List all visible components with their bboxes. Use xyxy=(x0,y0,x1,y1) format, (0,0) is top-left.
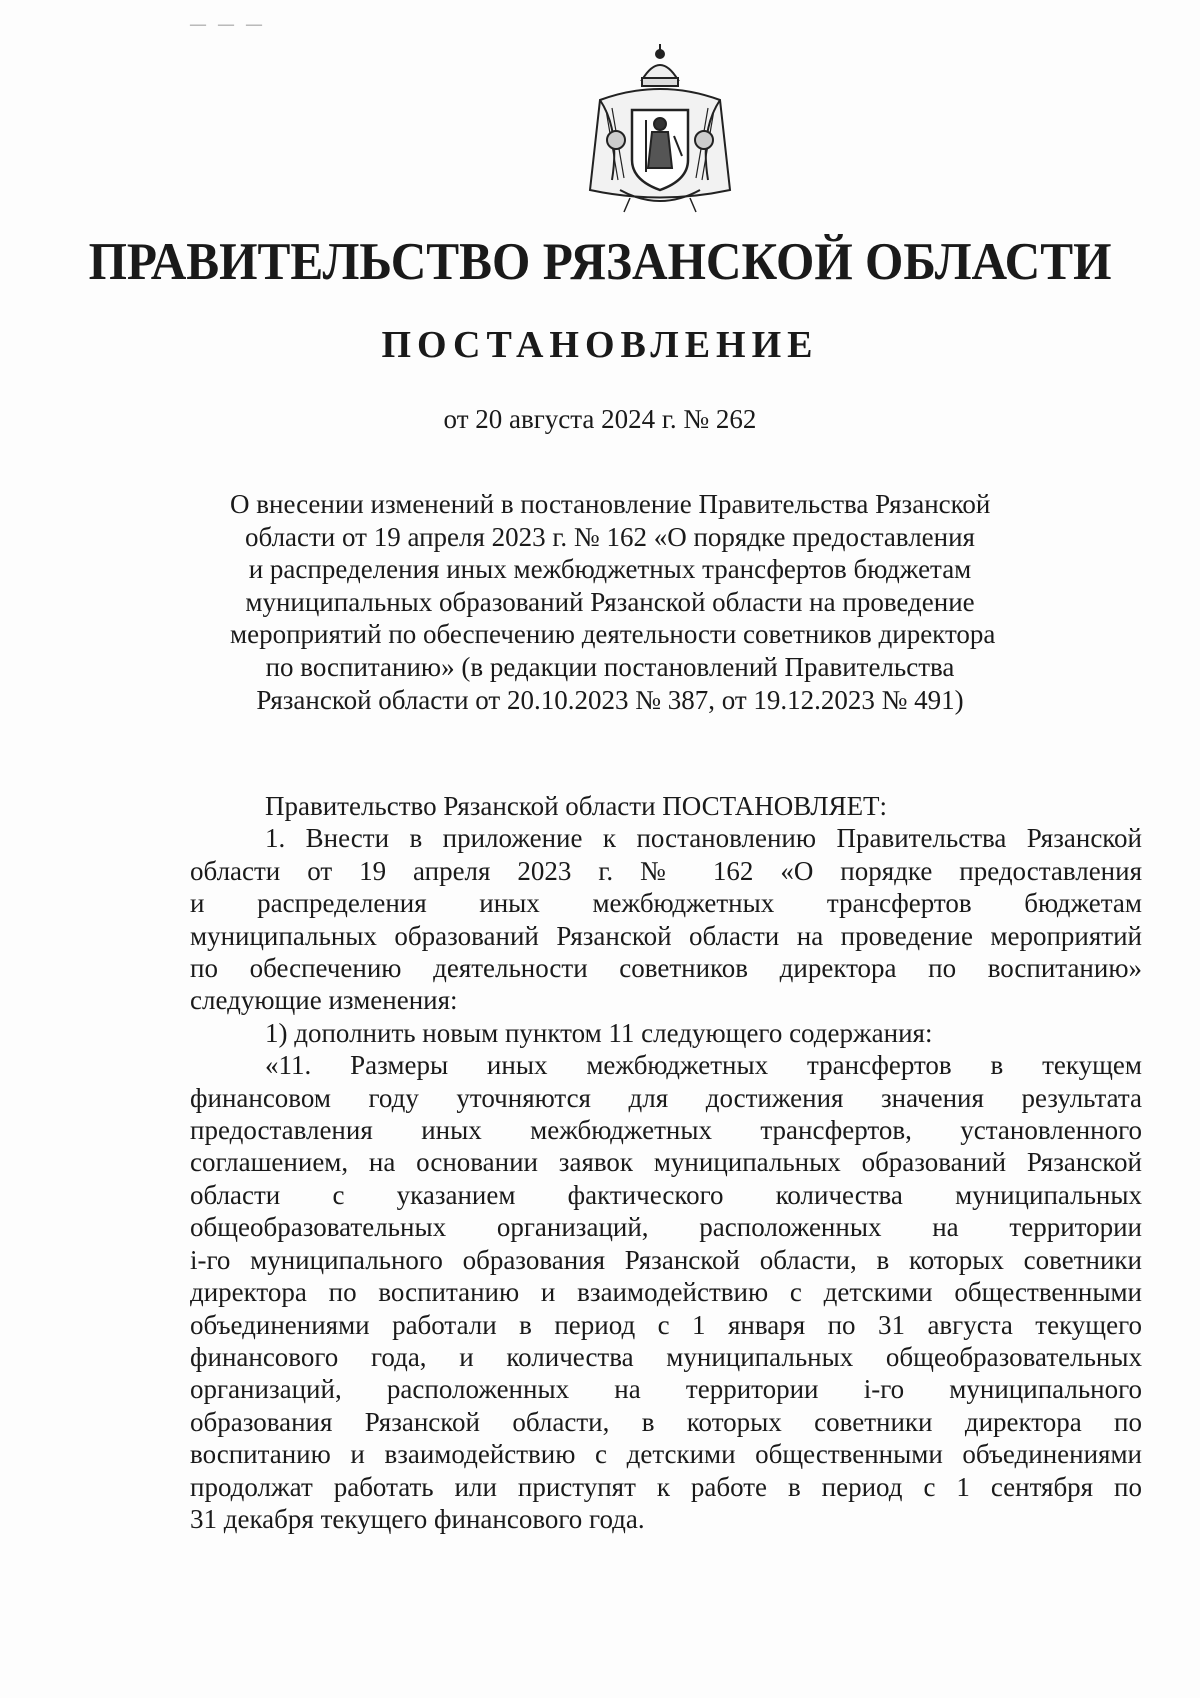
point11-line: соглашением, на основании заявок муниципальных образований Рязанской xyxy=(190,1147,1142,1178)
ryazan-coat-of-arms-icon xyxy=(560,40,760,220)
document-body xyxy=(190,790,1142,1535)
subject-line: муниципальных образований Рязанской области на проведение xyxy=(245,586,975,617)
item1-line: области от 19 апреля 2023 г. № 162 «О порядке предоставления xyxy=(190,855,1142,886)
item1-line: муниципальных образований Рязанской области на проведение мероприятий xyxy=(190,920,1142,951)
point11-line: общеобразовательных организаций, расположенных на территории xyxy=(190,1212,1142,1243)
point11-line: предоставления иных межбюджетных трансфертов, установленного xyxy=(190,1115,1142,1146)
item1-line: по обеспечению деятельности советников директора по воспитанию» xyxy=(190,953,1142,984)
government-title: ПРАВИТЕЛЬСТВО РЯЗАНСКОЙ ОБЛАСТИ xyxy=(88,233,1112,291)
document-subject xyxy=(230,488,996,716)
subject-line: мероприятий по обеспечению деятельности советников директора xyxy=(230,619,996,650)
point11-line: 31 декабря текущего финансового года. xyxy=(190,1503,645,1534)
subject-line: Рязанской области от 20.10.2023 № 387, от 19.12.2023 № 491) xyxy=(256,684,964,715)
intro-paragraph: Правительство Рязанской области ПОСТАНОВЛЯЕТ: xyxy=(265,791,888,821)
subject-line: и распределения иных межбюджетных трансфертов бюджетам xyxy=(248,554,972,585)
point11-line: организаций, расположенных на территории i-го муниципального xyxy=(190,1374,1142,1405)
item1-line: следующие изменения: xyxy=(190,985,458,1016)
subject-line: области от 19 апреля 2023 г. № 162 «О порядке предоставления xyxy=(245,521,975,552)
subject-line: по воспитанию» (в редакции постановлений Правительства xyxy=(265,651,955,682)
point11-line: продолжат работать или приступят к работе в период с 1 сентября по xyxy=(190,1471,1142,1502)
item1-line: и распределения иных межбюджетных трансфертов бюджетам xyxy=(190,888,1142,919)
point11-line: воспитанию и взаимодействию с детскими общественными объединениями xyxy=(190,1439,1142,1470)
item1-line: 1. Внести в приложение к постановлению Правительства Рязанской xyxy=(265,823,1142,854)
point11-line: i-го муниципального образования Рязанской области, в которых советники xyxy=(190,1244,1142,1275)
subject-line: О внесении изменений в постановление Правительства Рязанской xyxy=(230,489,991,519)
point11-line: объединениями работали в период с 1 января по 31 августа текущего xyxy=(190,1309,1142,1340)
document-date-number: от 20 августа 2024 г. № 262 xyxy=(443,404,757,434)
point11-line: финансовом году уточняются для достижения значения результата xyxy=(190,1082,1142,1113)
subitem1-text: 1) дополнить новым пунктом 11 следующего содержания: xyxy=(265,1017,933,1048)
point11-line: образования Рязанской области, в которых советники директора по xyxy=(190,1406,1142,1437)
point11-line: финансового года, и количества муниципальных общеобразовательных xyxy=(190,1341,1142,1372)
scan-artifact: — — — xyxy=(190,16,266,33)
point11-line: «11. Размеры иных межбюджетных трансфертов в текущем xyxy=(265,1050,1142,1081)
point11-line: области с указанием фактического количества муниципальных xyxy=(190,1179,1142,1210)
document-type: ПОСТАНОВЛЕНИЕ xyxy=(381,324,819,366)
point11-line: директора по воспитанию и взаимодействию с детскими общественными xyxy=(190,1277,1142,1308)
